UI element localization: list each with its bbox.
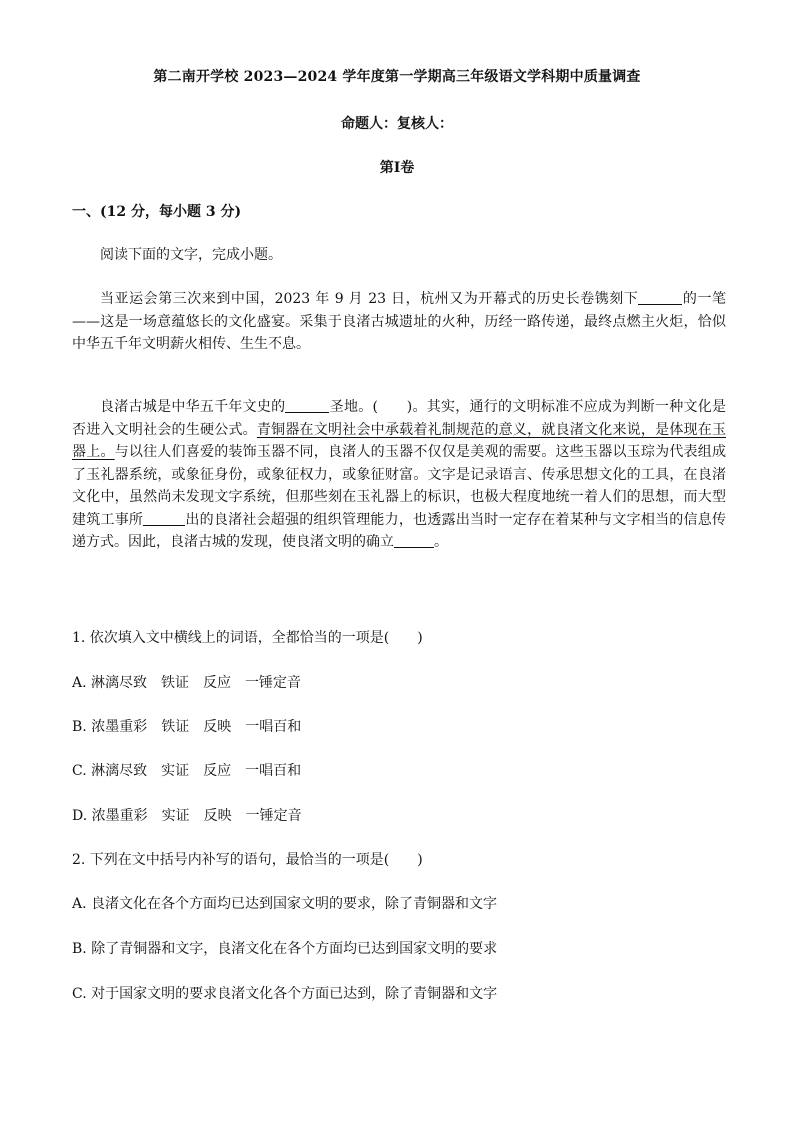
fill-blank <box>394 533 434 548</box>
question-1-option-d: D. 浓墨重彩 实证 反映 一锤定音 <box>72 808 302 824</box>
fill-blank <box>143 511 185 526</box>
question-2-option-c: C. 对于国家文明的要求良渚文化各个方面已达到，除了青铜器和文字 <box>72 986 498 1002</box>
authors-line: 命题人：复核人： <box>341 116 453 132</box>
fill-blank <box>638 290 682 305</box>
volume-label: 第Ⅰ卷 <box>379 160 415 176</box>
instruction-text: 阅读下面的文字，完成小题。 <box>100 247 282 263</box>
underlined-sentence: 青铜器在文明社会中承载着礼制规范的意义，就良渚文化来说，是体现在玉器上。 <box>72 421 726 460</box>
passage-text: 当亚运会第三次来到中国，2023 年 9 月 23 日，杭州又为开幕式的历史长卷镌刻下 <box>100 291 639 307</box>
section-heading: 一、(12 分，每小题 3 分) <box>72 204 242 220</box>
passage-text: 的一笔——这是一场意蕴悠长的文化盛宴。采集于良渚古城遗址的火种，历经一路传递，最终点燃主火炬，恰似中华五千年文明薪火相传、生生不息。 <box>72 291 727 352</box>
question-1-stem: 1. 依次填入文中横线上的词语，全都恰当的一项是( ) <box>72 630 423 646</box>
question-2-option-a: A. 良渚文化在各个方面均已达到国家文明的要求，除了青铜器和文字 <box>72 896 498 912</box>
question-1-option-b: B. 浓墨重彩 铁证 反映 一唱百和 <box>72 719 302 735</box>
question-2-option-b: B. 除了青铜器和文字，良渚文化在各个方面均已达到国家文明的要求 <box>72 941 498 957</box>
passage-text: 良渚古城是中华五千年文史的 <box>100 399 286 415</box>
passage-paragraph-2 <box>72 396 726 554</box>
passage-text: 圣地。( )。其实，通行的文明标准不应成为判断一种文化是否进入文明社会的生硬公式。 <box>72 399 726 438</box>
passage-text: 与以往人们喜爱的装饰玉器不同，良渚人的玉器不仅仅是美观的需要。这些玉器以玉琮为代表组成了玉礼器系统，或象征身份，或象征权力，或象征财富。文字是记录语言、传承思想文化的工具，在良渚文化中，虽然尚未发现文字系统，但那些刻在玉礼器上的标识，也极大程度地统一着人们的思想，而大型建筑工事所 <box>72 444 727 528</box>
passage-text: 出的良渚社会超强的组织管理能力，也透露出当时一定存在着某种与文字相当的信息传递方式。因此，良渚古城的发现，使良渚文明的确立 <box>72 511 727 550</box>
fill-blank <box>285 398 329 413</box>
passage-paragraph-1 <box>72 288 726 356</box>
question-2-stem: 2. 下列在文中括号内补写的语句，最恰当的一项是( ) <box>72 852 423 868</box>
question-1-option-a: A. 淋漓尽致 铁证 反应 一锤定音 <box>72 675 302 691</box>
question-1-option-c: C. 淋漓尽致 实证 反应 一唱百和 <box>72 763 302 779</box>
exam-title: 第二南开学校 2023—2024 学年度第一学期高三年级语文学科期中质量调查 <box>153 69 641 85</box>
passage-text: 。 <box>434 534 448 550</box>
